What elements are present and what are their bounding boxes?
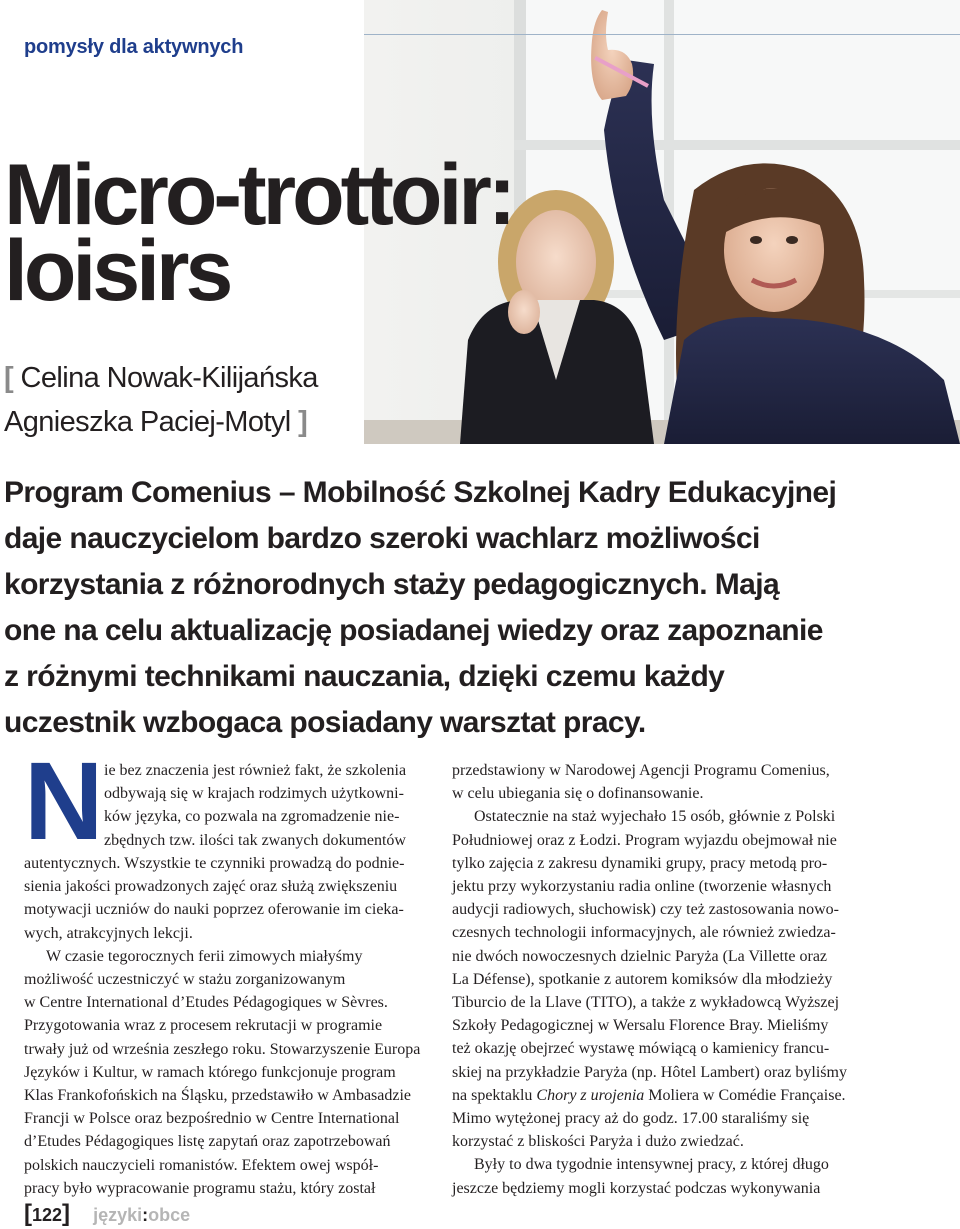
paragraph xyxy=(24,852,405,945)
dropcap-lines xyxy=(104,759,406,852)
body-line: polskich nauczycieli romanistów. Efektem owej współ- xyxy=(24,1156,379,1174)
lead-line: one na celu aktualizację posiadanej wiedzy oraz zapoznanie xyxy=(4,614,823,647)
authors-close-bracket: ] xyxy=(298,406,308,438)
body-line: pracy było wypracowanie programu stażu, który został xyxy=(24,1179,376,1197)
body-line: tylko zajęcia z zakresu dynamiki grupy, pracy metodą pro- xyxy=(452,854,828,872)
page-number: 122 xyxy=(32,1205,63,1225)
magazine-name-part: obce xyxy=(148,1205,191,1225)
page-footer xyxy=(24,1200,190,1228)
magazine-name xyxy=(93,1205,190,1225)
body-line: La Défense), spotkanie z autorem komiksów dla młodzieży xyxy=(452,970,833,988)
magazine-name-part: języki xyxy=(93,1205,143,1225)
author-2: Agnieszka Paciej-Motyl xyxy=(4,406,291,438)
body-line: autentycznych. Wszystkie te czynniki prowadzą do podnie- xyxy=(24,855,405,872)
body-line: jeszcze będziemy mogli korzystać podczas wykonywania xyxy=(452,1179,821,1197)
article-title xyxy=(4,147,513,319)
body-line: motywacji uczniów do nauki poprzez oferowanie im cieka- xyxy=(24,901,404,919)
paragraph xyxy=(452,805,858,1153)
body-line-with-title xyxy=(452,1084,858,1107)
lead-line: z różnymi technikami nauczania, dzięki czemu każdy xyxy=(4,660,725,693)
body-line: d’Etudes Pédagogiques listę zapytań oraz zapotrzebowań xyxy=(24,1133,391,1151)
body-line: w Centre International d’Etudes Pédagogiques w Sèvres. xyxy=(24,994,388,1012)
body-line: wych, atrakcyjnych lekcji. xyxy=(24,924,193,942)
body-line: trwały już od września zeszłego roku. Stowarzyszenie Europa xyxy=(24,1040,421,1058)
body-line: przedstawiony w Narodowej Agencji Programu Comenius, xyxy=(452,762,830,779)
body-line: audycji radiowych, słuchowisk) czy też zastosowania nowo- xyxy=(452,901,839,919)
body-line: Szkoły Pedagogicznej w Wersalu Florence Bray. Mieliśmy xyxy=(452,1017,829,1035)
paragraph xyxy=(452,1153,858,1199)
body-line: ków języka, co pozwala na zgromadzenie nie- xyxy=(104,808,400,826)
page-open-bracket: [ xyxy=(24,1200,32,1227)
drop-cap: N xyxy=(24,740,104,863)
paragraph xyxy=(24,945,421,1200)
text-run: Moliera w Comédie Française. xyxy=(644,1086,846,1104)
body-line: Były to dwa tygodnie intensywnej pracy, z której długo xyxy=(474,1156,829,1174)
title-line-2: loisirs xyxy=(4,223,230,319)
body-line: Języków i Kultur, w ramach którego funkcjonuje program xyxy=(24,1063,396,1081)
body-line: Południowej oraz z Łodzi. Program wyjazdu obejmował nie xyxy=(452,831,837,849)
body-line: Przygotowania wraz z procesem rekrutacji w programie xyxy=(24,1017,383,1035)
body-line: W czasie tegorocznych ferii zimowych miałyśmy xyxy=(46,947,363,965)
authors-block xyxy=(4,356,318,444)
body-line: odbywają się w krajach rodzimych użytkowni- xyxy=(104,785,404,803)
author-1: Celina Nowak-Kilijańska xyxy=(20,362,318,394)
authors-open-bracket: [ xyxy=(4,362,14,394)
body-line: Tiburcio de la Llave (TITO), a także z wykładowcą Wyższej xyxy=(452,994,840,1012)
lead-line: Program Comenius – Mobilność Szkolnej Kadry Edukacyjnej xyxy=(4,476,837,509)
body-line: Mimo wytężonej pracy aż do godz. 17.00 staraliśmy się xyxy=(452,1110,810,1128)
body-line: też okazję obejrzeć wystawę mówiącą o kamienicy francu- xyxy=(452,1040,830,1058)
paragraph xyxy=(452,759,858,805)
body-line: Francji w Polsce oraz bezpośrednio w Centre International xyxy=(24,1110,400,1128)
title-line-1: Micro-trottoir: xyxy=(4,147,513,243)
body-line: nie dwóch nowoczesnych dzielnic Paryża (La Villette oraz xyxy=(452,947,828,965)
text-run: na spektaklu xyxy=(452,1086,537,1104)
section-label: pomysły dla aktywnych xyxy=(24,36,244,58)
body-line: w celu ubiegania się o dofinansowanie. xyxy=(452,785,704,803)
body-line: czesnych technologii informacyjnych, ale również zwiedza- xyxy=(452,924,836,942)
page-close-bracket: ] xyxy=(62,1200,71,1227)
play-title: Chory z urojenia xyxy=(536,1086,645,1104)
lead-line: daje nauczycielom bardzo szeroki wachlarz możliwości xyxy=(4,522,760,555)
body-line: możliwość uczestniczyć w stażu zorganizowanym xyxy=(24,971,346,989)
magazine-separator: : xyxy=(142,1205,149,1225)
body-line: korzystać z bliskości Paryża i dużo zwiedzać. xyxy=(452,1133,744,1151)
header-rule xyxy=(364,34,960,35)
lead-paragraph xyxy=(4,470,960,746)
body-line: ie bez znaczenia jest również fakt, że szkolenia xyxy=(104,762,407,779)
body-line: sienia jakości prowadzonych zajęć oraz służą zwiększeniu xyxy=(24,878,398,896)
body-line: Klas Frankofońskich na Śląsku, przedstawiło w Ambasadzie xyxy=(24,1087,412,1105)
body-line: zbędnych tzw. ilości tak zwanych dokumentów xyxy=(104,831,406,849)
body-line: jektu przy wykorzystaniu radia online (tworzenie własnych xyxy=(452,878,832,896)
body-column-left xyxy=(24,852,421,1200)
body-line: skiej na przykładzie Paryża (np. Hôtel Lambert) oraz byliśmy xyxy=(452,1063,847,1081)
body-line: Ostatecznie na staż wyjechało 15 osób, głównie z Polski xyxy=(474,808,836,826)
lead-line: korzystania z różnorodnych staży pedagogicznych. Mają xyxy=(4,568,780,601)
body-column-right xyxy=(452,759,858,1200)
lead-line: uczestnik wzbogaca posiadany warsztat pracy. xyxy=(4,706,646,739)
